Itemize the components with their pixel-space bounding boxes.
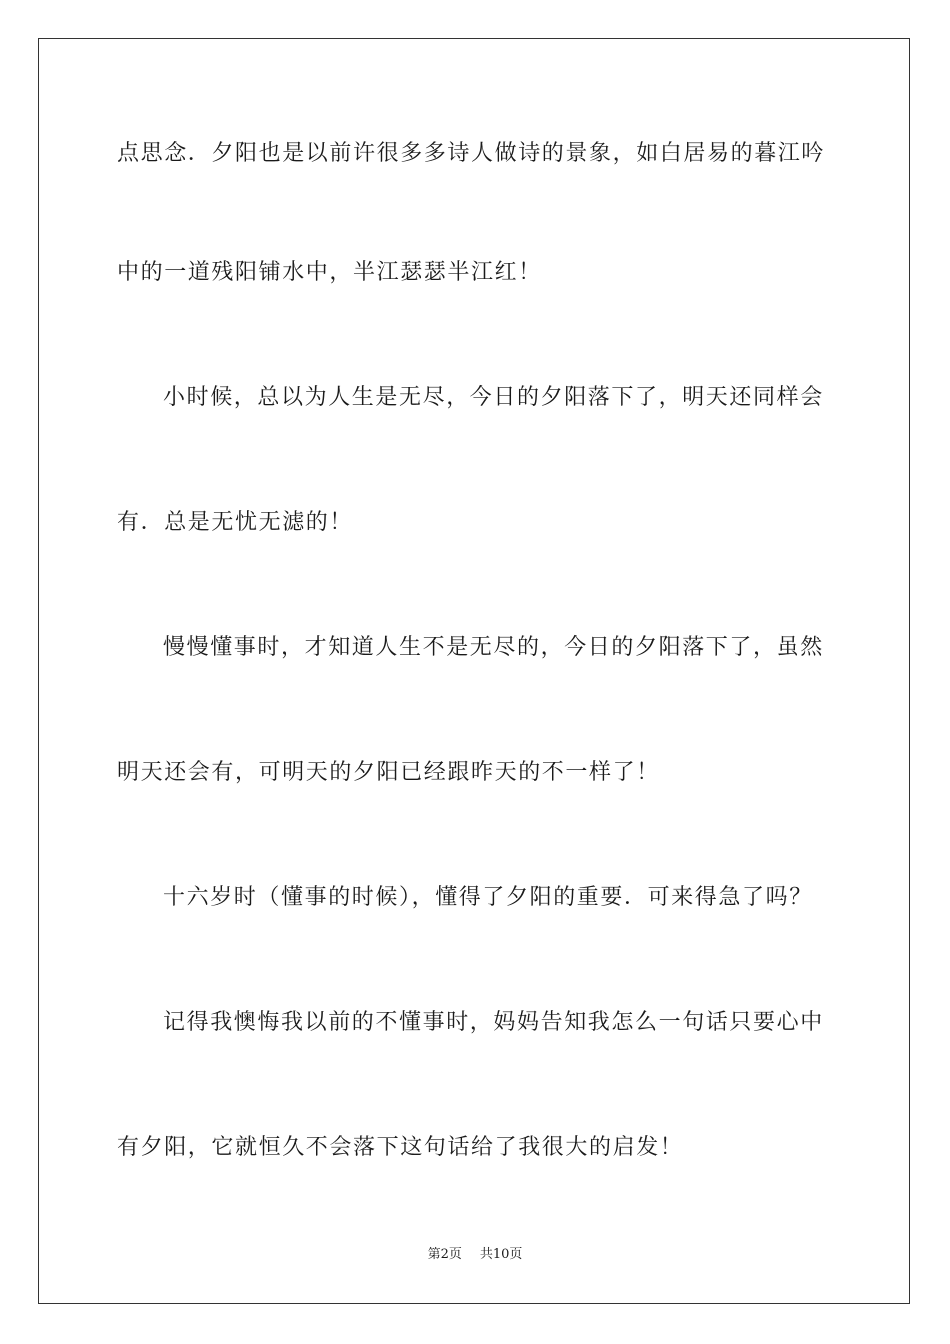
paragraph-line: 中的一道残阳铺水中，半江瑟瑟半江红！ xyxy=(117,260,542,285)
page-border xyxy=(38,38,910,1304)
paragraph-line: 小时候，总以为人生是无尽，今日的夕阳落下了，明天还同样会 xyxy=(163,385,824,410)
paragraph-line: 十六岁时（懂事的时候），懂得了夕阳的重要．可来得急了吗？ xyxy=(163,885,813,910)
paragraph-line: 明天还会有，可明天的夕阳已经跟昨天的不一样了！ xyxy=(117,760,660,785)
paragraph-line: 记得我懊悔我以前的不懂事时，妈妈告知我怎么一句话只要心中 xyxy=(163,1010,824,1035)
page-number: 第2页 xyxy=(427,1247,462,1262)
paragraph-line: 慢慢懂事时，才知道人生不是无尽的，今日的夕阳落下了，虽然 xyxy=(163,635,824,660)
page-footer xyxy=(0,1246,950,1264)
page-total: 共10页 xyxy=(479,1247,523,1262)
paragraph-line: 有．总是无忧无滤的！ xyxy=(117,510,354,535)
paragraph-line: 有夕阳，它就恒久不会落下这句话给了我很大的启发！ xyxy=(117,1135,684,1160)
paragraph-line: 点思念．夕阳也是以前许很多多诗人做诗的景象，如白居易的暮江吟 xyxy=(117,141,826,166)
